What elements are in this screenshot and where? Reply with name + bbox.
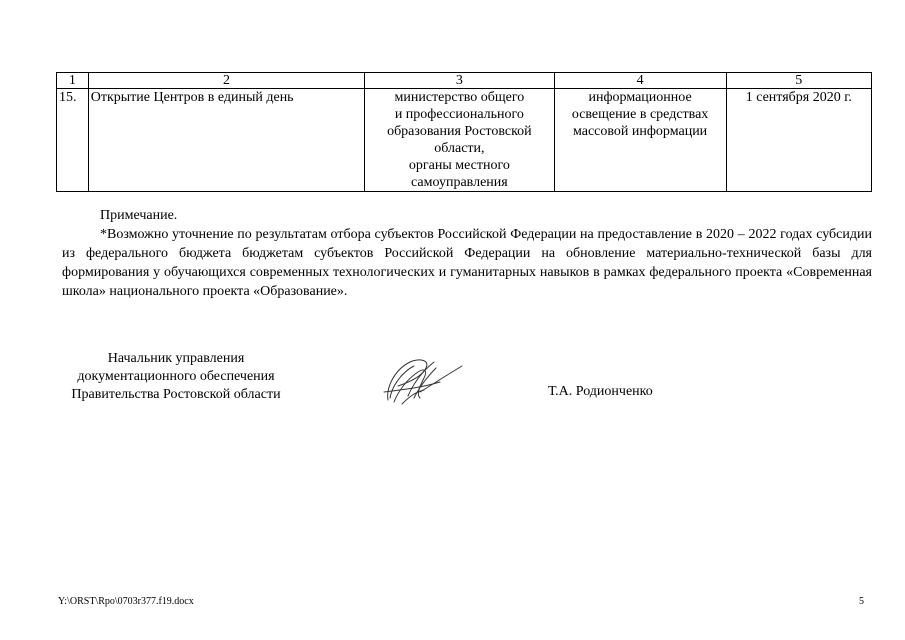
position-line: Правительства Ростовской области [71, 387, 281, 402]
file-path: Y:\ORST\Rpo\0703r377.f19.docx [58, 596, 194, 607]
page-number: 5 [859, 596, 864, 607]
form-line: информационное [588, 90, 692, 105]
event-name: Открытие Центров в единый день [88, 89, 364, 192]
note-text: *Возможно уточнение по результатам отбора субъектов Российской Федерации на предоставление в 2020 – 2022 годах субсидии из федерального бюджета бюджетам субъектов Российской Федерации на обновление материально-технической базы для формирования у обучающихся современных технологических и гуманитарных навыков в рамках федерального проекта «Современная школа» национального проекта «Образование». [62, 227, 872, 299]
header-cell: 2 [88, 73, 364, 89]
table-row [57, 89, 872, 192]
form-line: освещение в средствах [571, 107, 709, 122]
executor-line: образования Ростовской [387, 124, 532, 139]
position-line: документационного обеспечения [77, 369, 275, 384]
form-line: массовой информации [572, 124, 708, 139]
header-cell: 5 [726, 73, 871, 89]
note-title: Примечание. [100, 208, 178, 223]
signatory-position [58, 350, 294, 404]
handwritten-signature [380, 352, 466, 408]
executor-line: и профессионального [394, 107, 524, 122]
row-number: 15. [57, 89, 89, 192]
executor-line: самоуправления [411, 175, 508, 190]
executor-cell [365, 89, 554, 192]
executor-line: министерство общего [394, 90, 525, 105]
form-cell [554, 89, 726, 192]
plan-table [56, 72, 872, 192]
header-cell: 4 [554, 73, 726, 89]
table-header-row [57, 73, 872, 89]
executor-line: органы местного [408, 158, 510, 173]
header-cell: 1 [57, 73, 89, 89]
header-cell: 3 [365, 73, 554, 89]
note-section [62, 206, 872, 301]
signatory-name: Т.А. Родионченко [548, 384, 653, 399]
executor-line: области, [434, 141, 485, 156]
date-cell: 1 сентября 2020 г. [726, 89, 871, 192]
position-line: Начальник управления [107, 351, 245, 366]
